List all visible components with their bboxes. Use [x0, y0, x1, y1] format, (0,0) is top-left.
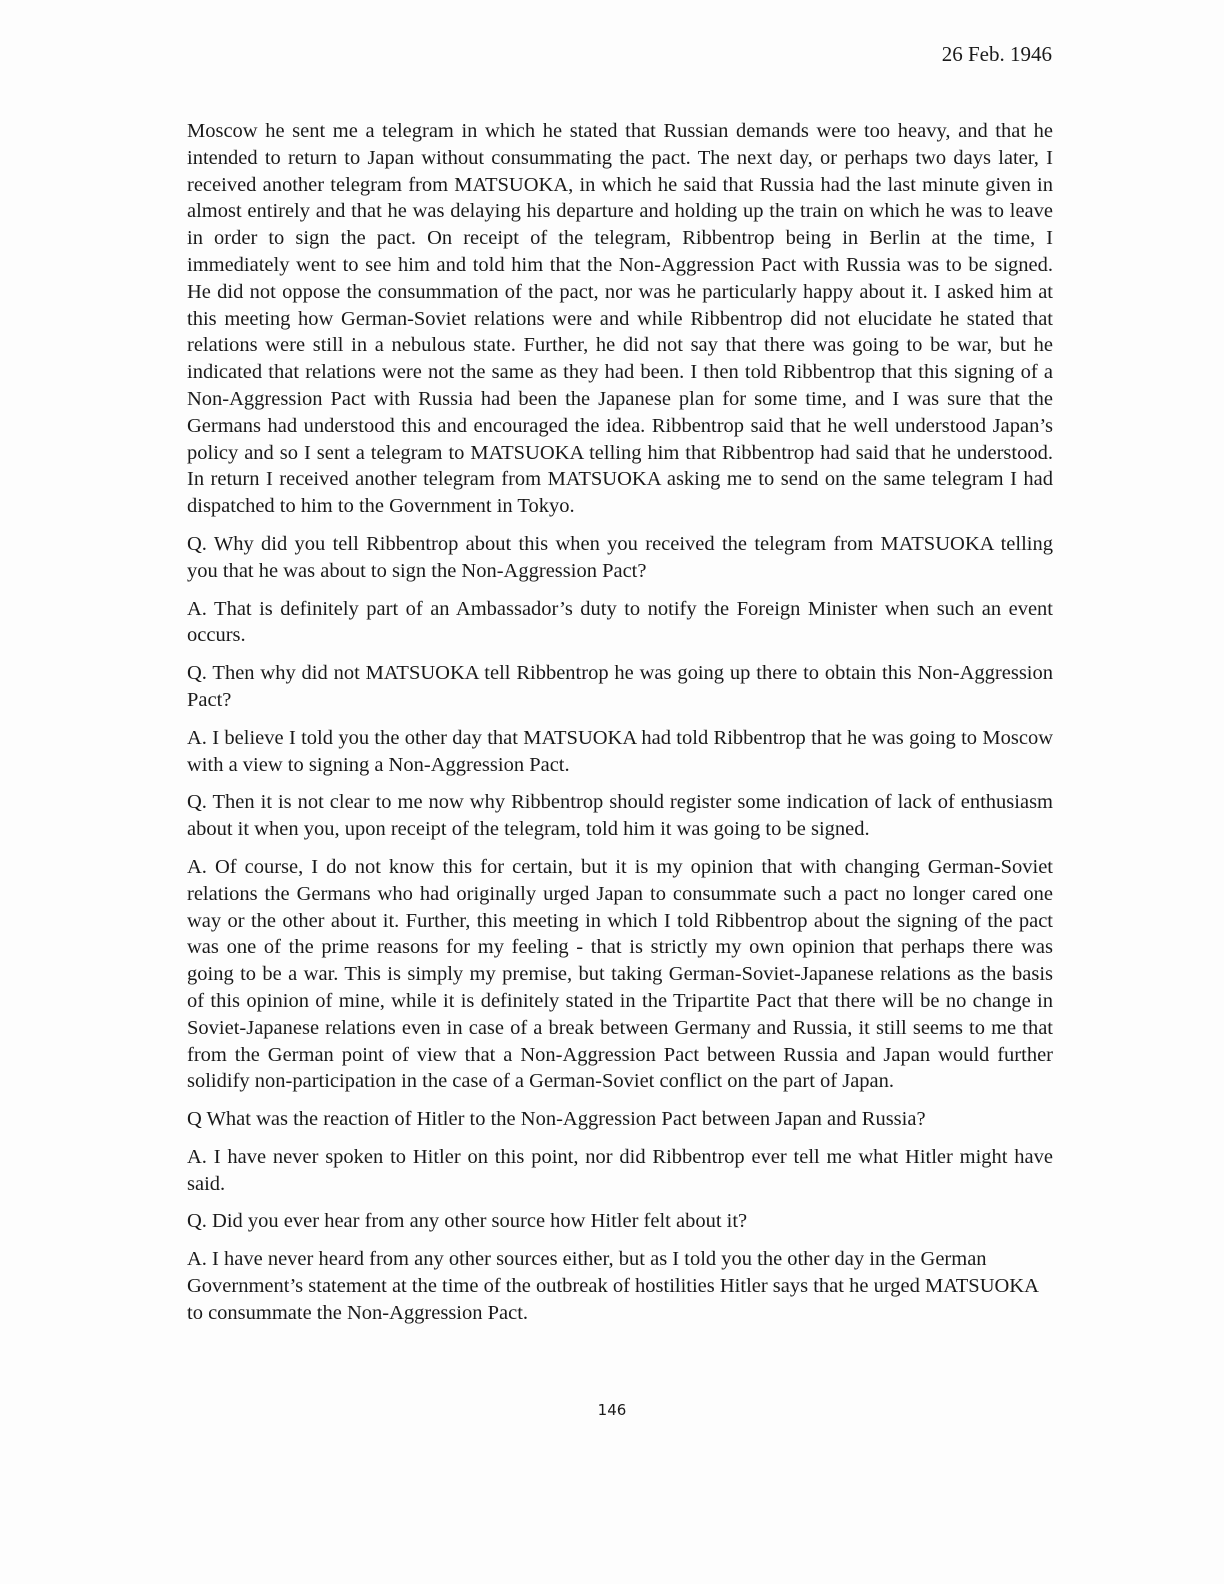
answer-paragraph: A. That is definitely part of an Ambassador’s duty to notify the Foreign Minister when such an event occurs.	[187, 597, 1053, 647]
question-paragraph: Q. Then it is not clear to me now why Ribbentrop should register some indication of lack of enthusiasm about it when you, upon receipt of the telegram, told him it was going to be signed.	[187, 791, 1053, 841]
answer-paragraph: A. I have never heard from any other sources either, but as I told you the other day in the German Government’s statement at the time of the outbreak of hostilities Hitler says that he urged MATSUOKA to consummate the Non-Aggression Pact.	[187, 1248, 1038, 1324]
question-paragraph: Q. Why did you tell Ribbentrop about this when you received the telegram from MATSUOKA telling you that he was about to sign the Non-Aggression Pact?	[187, 532, 1053, 582]
document-date: 26 Feb. 1946	[941, 42, 1052, 66]
answer-paragraph: A. Of course, I do not know this for certain, but it is my opinion that with changing German-Soviet relations the Germans who had originally urged Japan to consummate such a pact no longer cared one way or the other about it. Further, this meeting in which I told Ribbentrop about the signing of the pact was one of the prime reasons for my feeling - that is strictly my own opinion that perhaps there was going to be a war. This is simply my premise, but taking German-Soviet-Japanese relations as the basis of this opinion of mine, while it is definitely stated in the Tripartite Pact that there will be no change in Soviet-Japanese relations even in case of a break between Germany and Russia, it still seems to me that from the German point of view that a Non-Aggression Pact between Russia and Japan would further solidify non-participation in the case of a German-Soviet conflict on the part of Japan.	[187, 855, 1053, 1093]
narrative-paragraph: Moscow he sent me a telegram in which he stated that Russian demands were too heavy, and that he intended to return to Japan without consummating the pact. The next day, or perhaps two days later, I received another telegram from MATSUOKA, in which he said that Russia had the last minute given in almost entirely and that he was delaying his departure and holding up the train on which he was to leave in order to sign the pact. On receipt of the telegram, Ribbentrop being in Berlin at the time, I immediately went to see him and told him that the Non-Aggression Pact with Russia was to be signed. He did not oppose the consummation of the pact, nor was he particularly happy about it. I asked him at this meeting how German-Soviet relations were and while Ribbentrop did not elucidate he stated that relations were still in a nebulous state. Further, he did not say that there was going to be war, but he indicated that relations were not the same as they had been. I then told Ribbentrop that this signing of a Non-Aggression Pact with Russia had been the Japanese plan for some time, and I was sure that the Germans had understood this and encouraged the idea. Ribbentrop said that he well understood Japan’s policy and so I sent a telegram to MATSUOKA telling him that Ribbentrop had said that he understood. In return I received another telegram from MATSUOKA asking me to send on the same telegram I had dispatched to him to the Government in Tokyo.	[187, 120, 1053, 518]
question-paragraph: Q What was the reaction of Hitler to the Non-Aggression Pact between Japan and Russia?	[187, 1108, 926, 1131]
document-body	[187, 118, 1053, 1338]
answer-paragraph: A. I believe I told you the other day that MATSUOKA had told Ribbentrop that he was going to Moscow with a view to signing a Non-Aggression Pact.	[187, 726, 1053, 776]
question-paragraph: Q. Did you ever hear from any other source how Hitler felt about it?	[187, 1210, 748, 1233]
answer-paragraph: A. I have never spoken to Hitler on this point, nor did Ribbentrop ever tell me what Hitler might have said.	[187, 1145, 1053, 1195]
question-paragraph: Q. Then why did not MATSUOKA tell Ribbentrop he was going up there to obtain this Non-Aggression Pact?	[187, 662, 1053, 711]
page-number: 146	[597, 1401, 627, 1419]
